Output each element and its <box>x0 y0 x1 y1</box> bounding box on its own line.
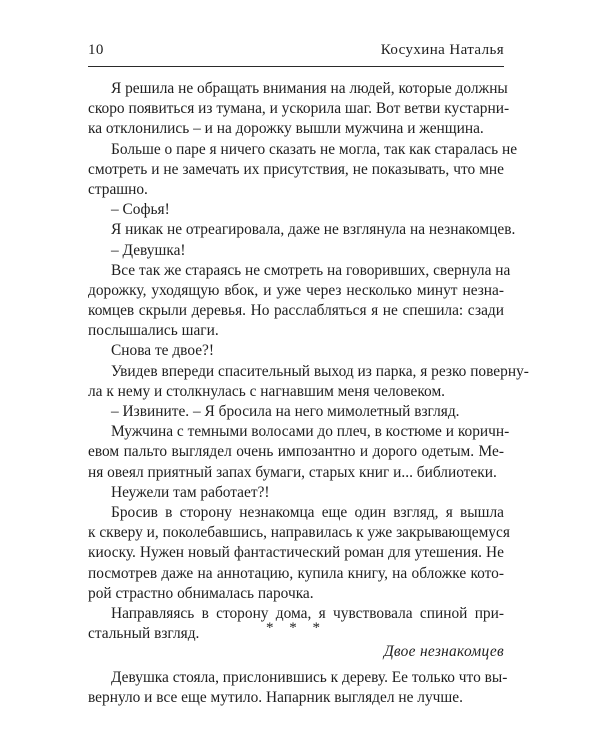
header-rule <box>88 66 504 67</box>
text-line: ка отклонились – и на дорожку вышли мужчина и женщина. <box>88 120 484 138</box>
section-text <box>88 668 508 708</box>
text-line: ня овеял приятный запах бумаги, старых книг и... библиотеки. <box>88 463 497 481</box>
text-line: Увидев впереди спасительный выход из парка, я резко поверну- <box>111 362 529 380</box>
page-header <box>88 42 504 64</box>
text-line: вернуло и все еще мутило. Напарник выглядел не лучше. <box>88 689 463 707</box>
text-line: посмотрев даже на аннотацию, купила книгу, на обложке кото- <box>88 564 504 582</box>
text-line: киоску. Нужен новый фантастический роман для утешения. Не <box>88 544 504 562</box>
text-line: послышались шаги. <box>88 322 219 340</box>
text-line: Все так же стараясь не смотреть на говоривших, свернула на <box>111 261 511 279</box>
text-line: Я решила не обращать внимания на людей, которые должны <box>111 80 508 97</box>
text-line: Девушка стояла, прислонившись к дереву. Ее только что вы- <box>111 669 508 686</box>
running-head: Косухина Наталья <box>380 42 504 58</box>
text-line: ла к нему и столкнулась с нагнавшим меня человеком. <box>88 382 446 400</box>
text-line: – Девушка! <box>111 241 186 259</box>
section-subheading: Двое незнакомцев <box>383 643 504 660</box>
body-text <box>88 79 529 644</box>
text-line: Мужчина с темными волосами до плеч, в костюме и коричн- <box>111 423 510 441</box>
text-line: Я никак не отреагировала, даже не взглянула на незнакомцев. <box>111 221 516 239</box>
text-line: – Извините. – Я бросила на него мимолетный взгляд. <box>111 403 460 420</box>
text-line: Неужели там работает?! <box>111 483 270 501</box>
text-line: смотреть и не замечать их присутствия, не показывать, что мне <box>88 160 504 178</box>
text-line: дорожку, уходящую вбок, и уже через несколько минут незна- <box>88 281 504 299</box>
text-line: скоро появиться из тумана, и ускорила шаг. Вот ветви кустарни- <box>88 100 510 118</box>
text-line: евом пальто выглядел очень импозантно и дорого одетым. Ме- <box>88 443 504 461</box>
text-line: комцев скрыли деревья. Но расслабляться я не спешила: сзади <box>88 302 504 320</box>
text-line: стальный взгляд. <box>88 625 200 643</box>
page-number: 10 <box>88 42 104 58</box>
text-line: Направляясь в сторону дома, я чувствовала спиной при- <box>111 604 504 622</box>
text-line: Больше о паре я ничего сказать не могла, так как старалась не <box>111 140 518 158</box>
section-separator: * * * <box>266 620 326 636</box>
text-line: к скверу и, поколебавшись, направилась к уже закрывающемуся <box>88 524 510 542</box>
text-line: страшно. <box>88 180 148 198</box>
text-line: рой страстно обнималась парочка. <box>88 584 314 602</box>
text-line: – Софья! <box>111 201 170 219</box>
text-line: Снова те двое?! <box>111 342 215 360</box>
text-line: Бросив в сторону незнакомца еще один взгляд, я вышла <box>111 503 504 521</box>
